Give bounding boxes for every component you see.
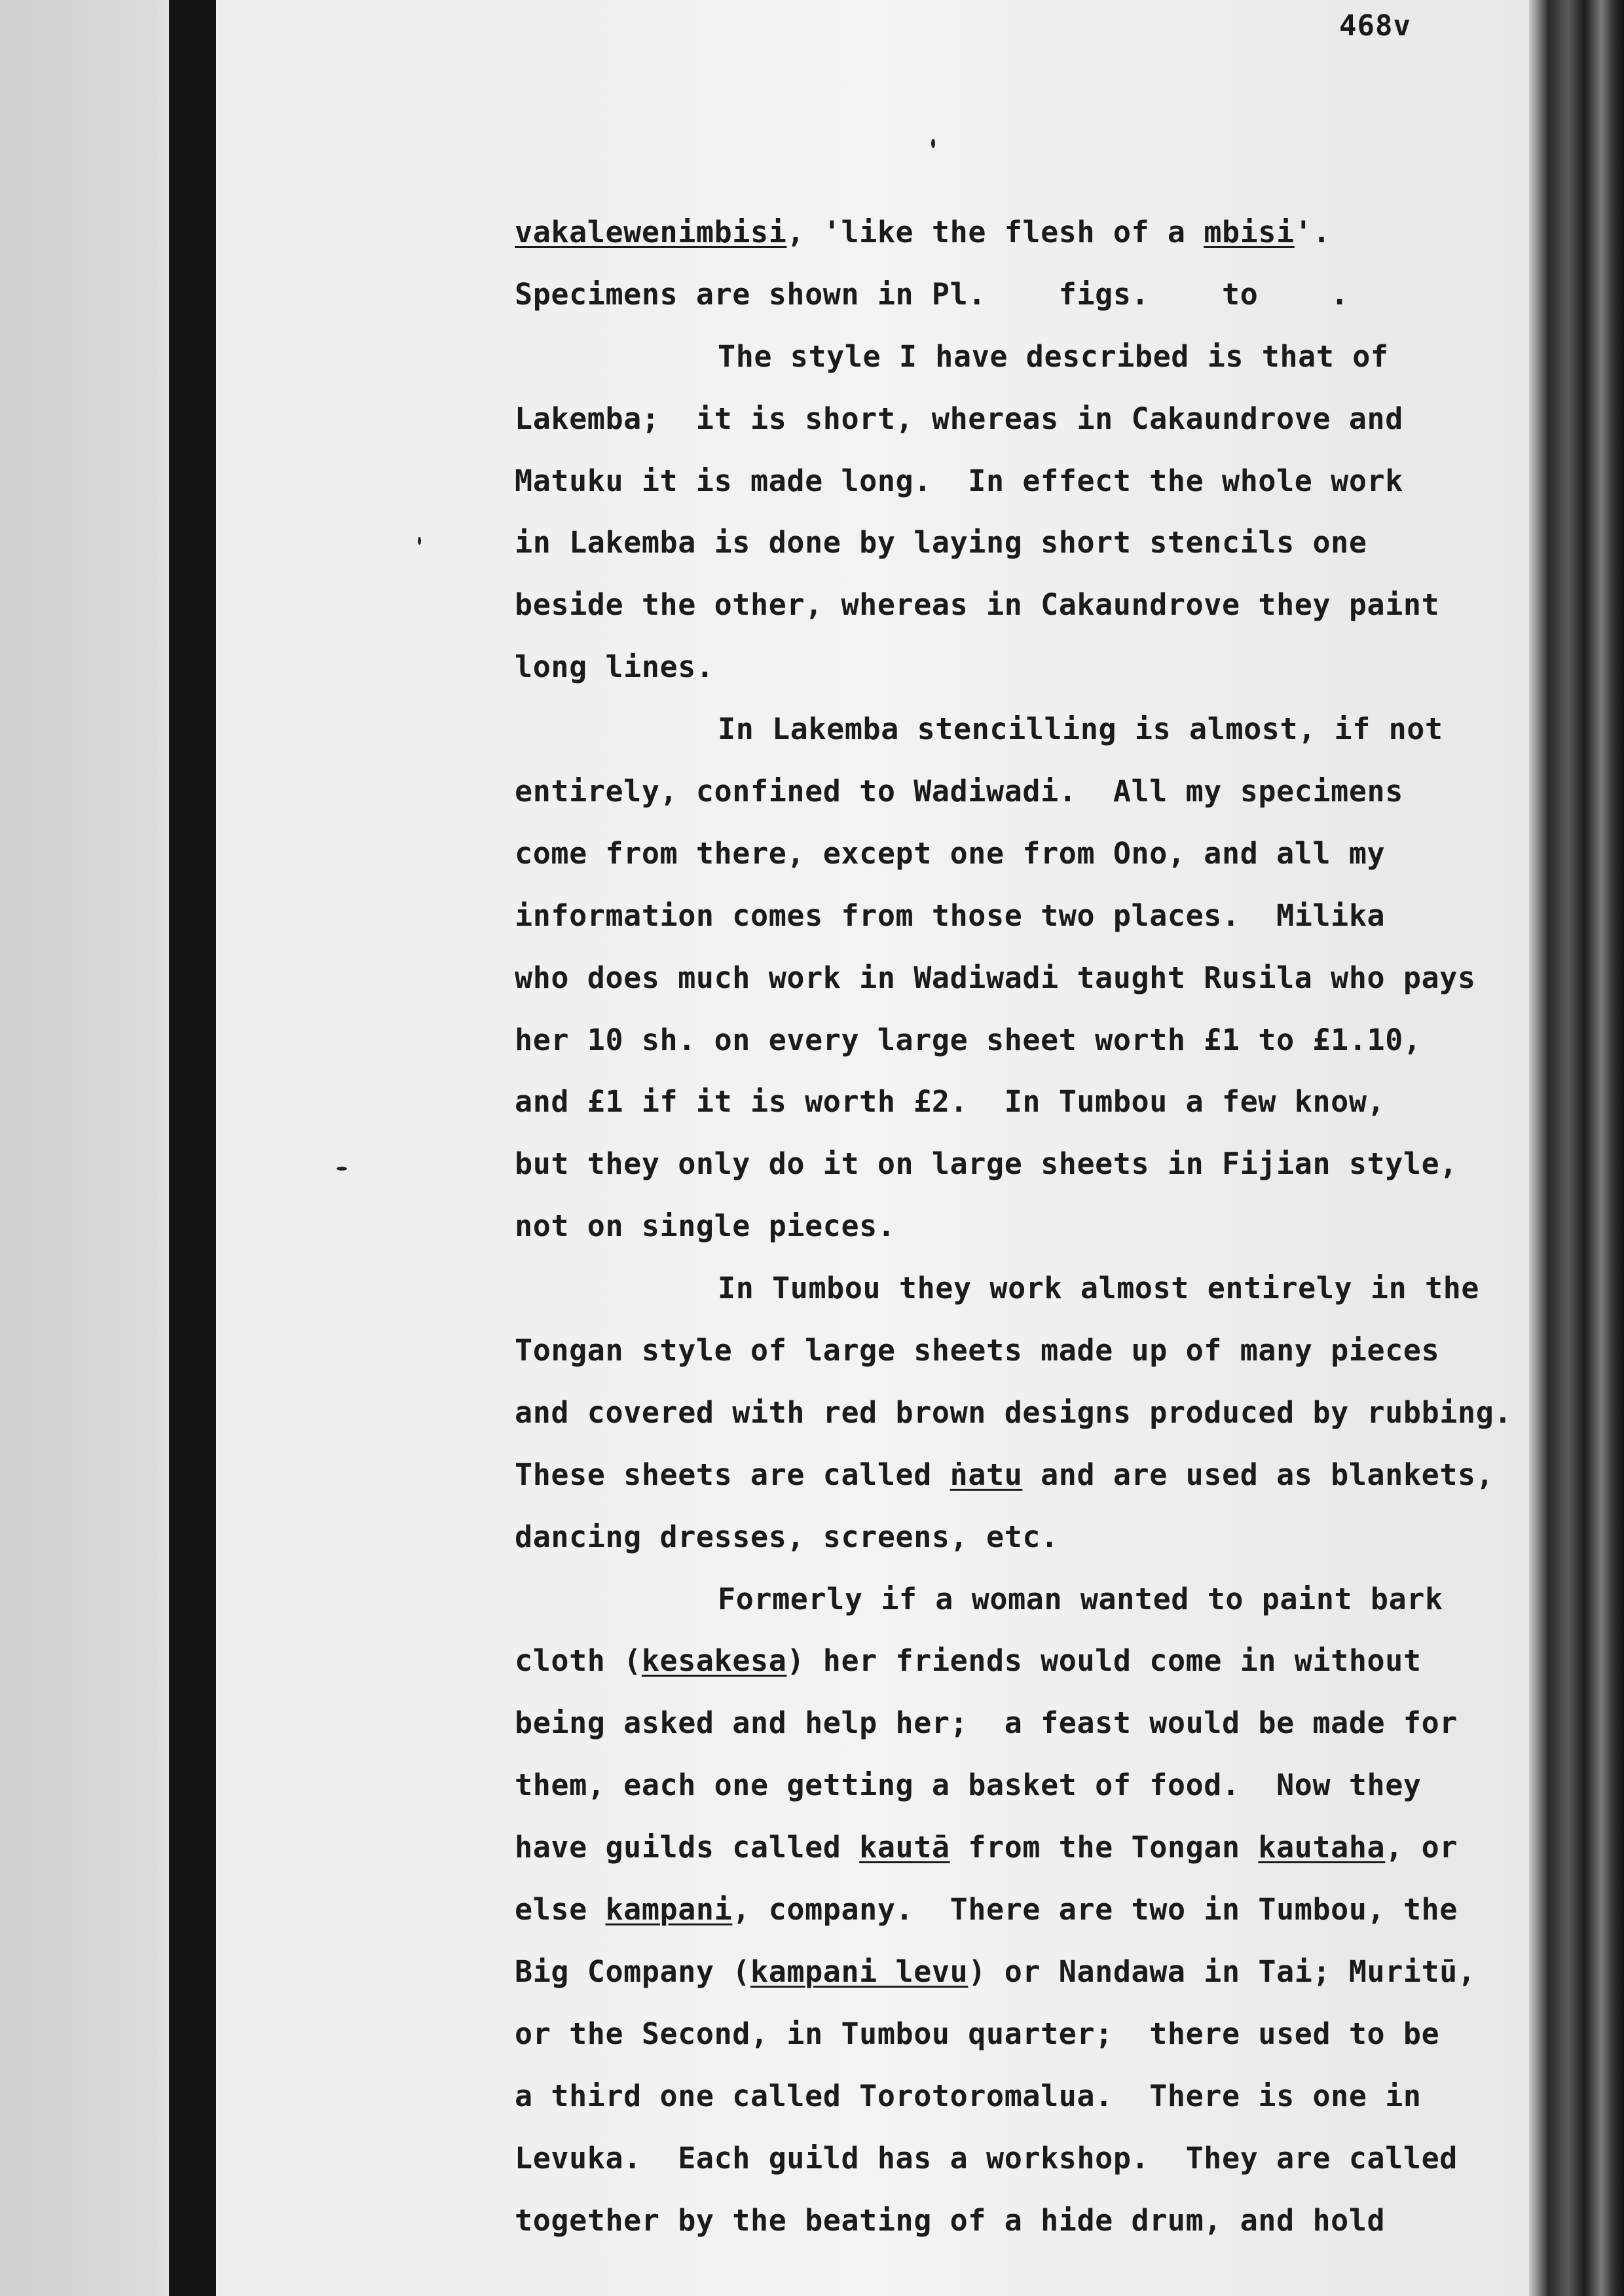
text-span: not on single pieces. bbox=[515, 1209, 896, 1244]
text-line bbox=[515, 1258, 1523, 1320]
text-span: beside the other, whereas in Cakaundrove they paint bbox=[515, 587, 1440, 623]
binding-shadow bbox=[169, 0, 216, 2296]
text-span: Matuku it is made long. In effect the whole work bbox=[515, 463, 1403, 498]
text-line bbox=[515, 388, 1523, 450]
underlined-term: mbisi bbox=[1204, 215, 1295, 249]
text-span: and £1 if it is worth £2. In Tumbou a few know, bbox=[515, 1084, 1386, 1120]
stray-mark bbox=[418, 537, 421, 545]
text-line bbox=[515, 1941, 1523, 2003]
text-line bbox=[515, 699, 1523, 761]
text-span: Big Company ( bbox=[515, 1954, 750, 1989]
text-span: from the Tongan bbox=[950, 1830, 1259, 1865]
text-line bbox=[515, 1817, 1523, 1879]
text-span: come from there, except one from Ono, and all my bbox=[515, 835, 1386, 871]
underlined-term: kesakesa bbox=[641, 1643, 787, 1679]
text-span: The style I have described is that of bbox=[718, 338, 1389, 374]
text-line bbox=[515, 2066, 1523, 2128]
text-line bbox=[515, 264, 1523, 326]
scanner-edge bbox=[1529, 0, 1624, 2296]
text-line bbox=[515, 1071, 1523, 1133]
text-line bbox=[515, 1879, 1523, 1941]
text-line bbox=[515, 574, 1523, 636]
text-span: ) or Nandawa in Tai; Muritū, bbox=[968, 1954, 1476, 1989]
text-span: Formerly if a woman wanted to paint bark bbox=[718, 1581, 1443, 1616]
underlined-term: kampani bbox=[605, 1892, 733, 1927]
underlined-term: kampani levu bbox=[750, 1954, 969, 1989]
text-span: cloth ( bbox=[515, 1643, 642, 1679]
text-span: have guilds called bbox=[515, 1830, 860, 1865]
text-line bbox=[515, 1569, 1523, 1631]
text-span: Levuka. Each guild has a workshop. They are called bbox=[515, 2140, 1458, 2176]
text-span: , 'like the flesh of a bbox=[786, 215, 1204, 249]
text-line bbox=[515, 1506, 1523, 1569]
text-line bbox=[515, 1133, 1523, 1195]
typed-text-body bbox=[515, 202, 1523, 2251]
text-span: , company. There are two in Tumbou, the bbox=[732, 1892, 1458, 1927]
text-line bbox=[515, 761, 1523, 823]
text-line bbox=[515, 2003, 1523, 2066]
stray-mark bbox=[931, 139, 935, 148]
underlined-term: kautaha bbox=[1258, 1830, 1386, 1865]
text-line bbox=[515, 823, 1523, 885]
text-span: long lines. bbox=[515, 649, 714, 685]
text-span: together by the beating of a hide drum, and hold bbox=[515, 2202, 1386, 2238]
text-line bbox=[515, 1444, 1523, 1506]
text-line bbox=[515, 450, 1523, 513]
text-span: ) her friends would come in without bbox=[786, 1643, 1422, 1679]
text-span: entirely, confined to Wadiwadi. All my specimens bbox=[515, 774, 1403, 809]
text-line bbox=[515, 202, 1523, 264]
text-span: These sheets are called bbox=[515, 1457, 950, 1492]
text-span: or the Second, in Tumbou quarter; there used to be bbox=[515, 2016, 1440, 2051]
underlined-term: vakalewenimbisi bbox=[515, 215, 787, 249]
text-span: a third one called Torotoromalua. There is one in bbox=[515, 2078, 1422, 2113]
text-span: In Lakemba stencilling is almost, if not bbox=[718, 712, 1443, 747]
text-span: '. bbox=[1294, 215, 1331, 249]
text-line bbox=[515, 885, 1523, 947]
text-span: In Tumbou they work almost entirely in the bbox=[718, 1271, 1480, 1306]
text-line bbox=[515, 326, 1523, 388]
text-span: being asked and help her; a feast would be made for bbox=[515, 1705, 1458, 1741]
stray-mark bbox=[337, 1167, 347, 1171]
text-span: but they only do it on large sheets in Fijian style, bbox=[515, 1146, 1458, 1182]
text-span: her 10 sh. on every large sheet worth £1 to £1.10, bbox=[515, 1022, 1422, 1057]
page-number: 468v bbox=[1339, 9, 1411, 43]
text-span: Lakemba; it is short, whereas in Cakaundrove and bbox=[515, 401, 1403, 436]
text-line bbox=[515, 1195, 1523, 1258]
text-line bbox=[515, 1692, 1523, 1755]
text-span: dancing dresses, screens, etc. bbox=[515, 1519, 1059, 1554]
text-line bbox=[515, 1010, 1523, 1072]
text-span: them, each one getting a basket of food. Now they bbox=[515, 1768, 1422, 1803]
text-line bbox=[515, 1320, 1523, 1382]
text-span: Specimens are shown in Pl. figs. to . bbox=[515, 276, 1349, 312]
underlined-term: ṅatu bbox=[950, 1457, 1023, 1492]
text-line bbox=[515, 512, 1523, 574]
underlined-term: kautā bbox=[859, 1830, 950, 1865]
text-span: and are used as blankets, bbox=[1022, 1457, 1494, 1492]
text-span: information comes from those two places. Milika bbox=[515, 898, 1386, 933]
text-span: and covered with red brown designs produced by rubbing. bbox=[515, 1394, 1513, 1430]
text-line bbox=[515, 947, 1523, 1010]
text-span: Tongan style of large sheets made up of many pieces bbox=[515, 1333, 1440, 1368]
text-span: who does much work in Wadiwadi taught Rusila who pays bbox=[515, 960, 1476, 995]
text-span: else bbox=[515, 1892, 606, 1927]
text-span: in Lakemba is done by laying short stencils one bbox=[515, 525, 1367, 560]
text-line bbox=[515, 636, 1523, 699]
text-line bbox=[515, 1755, 1523, 1817]
text-line bbox=[515, 1382, 1523, 1444]
text-line bbox=[515, 2128, 1523, 2190]
text-line bbox=[515, 2190, 1523, 2252]
text-span: , or bbox=[1385, 1830, 1458, 1865]
text-line bbox=[515, 1630, 1523, 1692]
